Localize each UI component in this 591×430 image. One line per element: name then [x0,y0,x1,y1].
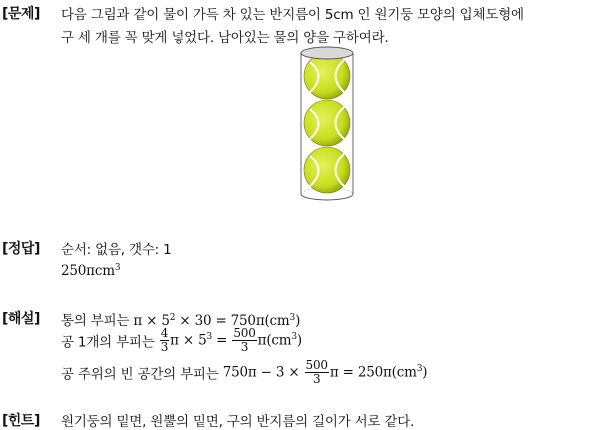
solution-line1-end: ) [295,313,301,329]
answer-tag: [정답] [2,241,40,257]
solution-line1 [61,309,300,329]
fraction-denominator: 3 [240,340,249,354]
hint-text: 원기둥의 밑면, 원뿔의 밑면, 구의 반지름의 길이가 서로 같다. [61,414,415,430]
fraction-4-over-3 [160,327,169,354]
solution-line3-rest: π = 250π(cm [329,364,417,381]
fraction-numerator: 500 [305,358,328,372]
fraction-500-over-3 [305,359,329,386]
solution-line2-unit-exp: 3 [291,332,297,342]
fraction-numerator: 4 [160,326,169,340]
fraction-denominator: 3 [160,340,169,354]
solution-line1-exp2: 3 [289,313,296,323]
answer-value [61,263,120,279]
solution-tag: [해설] [2,311,40,327]
solution-line1-prefix: 통의 부피는 [61,313,134,329]
solution-line2-exp: 3 [206,332,213,342]
hint-tag: [힌트] [2,413,40,429]
solution-line3-prefix: 공 주위의 빈 공간의 부피는 [61,366,223,383]
tennis-ball-bottom [304,147,350,193]
solution-line2-equals: = [212,332,232,349]
problem-tag: [문제] [2,6,40,22]
tennis-ball-top [304,53,350,99]
problem-text-line1: 다음 그림과 같이 물이 가득 차 있는 반지름이 5cm 인 원기둥 모양의 입체도형에 [61,7,524,23]
solution-line2-prefix: 공 1개의 부피는 [61,334,159,351]
solution-line2-unit: π(cm [257,332,292,349]
solution-line3 [61,359,427,386]
fraction-numerator: 500 [233,326,256,340]
cylinder-lid [301,47,353,59]
solution-line3-end: ) [422,364,428,381]
solution-line2-end: ) [296,332,302,349]
fraction-denominator: 3 [312,372,321,386]
problem-text-line2: 구 세 개를 꼭 맞게 넣었다. 남아있는 물의 양을 구하여라. [61,30,389,46]
answer-value-exponent: 3 [114,263,121,273]
answer-text-line1: 순서: 없음, 갯수: 1 [61,242,172,258]
cylinder-with-balls-figure [297,42,357,202]
solution-line1-math: π × 5 [133,313,170,329]
solution-line1-exp1: 2 [169,313,176,323]
solution-line2-math: π × 5 [170,332,207,349]
answer-value-text: 250πcm [61,263,115,279]
cylinder-bottom-edge [301,194,353,200]
solution-line3-exp: 3 [416,364,423,374]
fraction-500-over-3 [232,327,256,354]
tennis-ball-middle [304,100,350,146]
solution-line2 [61,327,302,354]
solution-line3-math: 750π − 3 × [222,364,304,381]
solution-line1-mid: × 30 = 750π(cm [175,313,290,329]
